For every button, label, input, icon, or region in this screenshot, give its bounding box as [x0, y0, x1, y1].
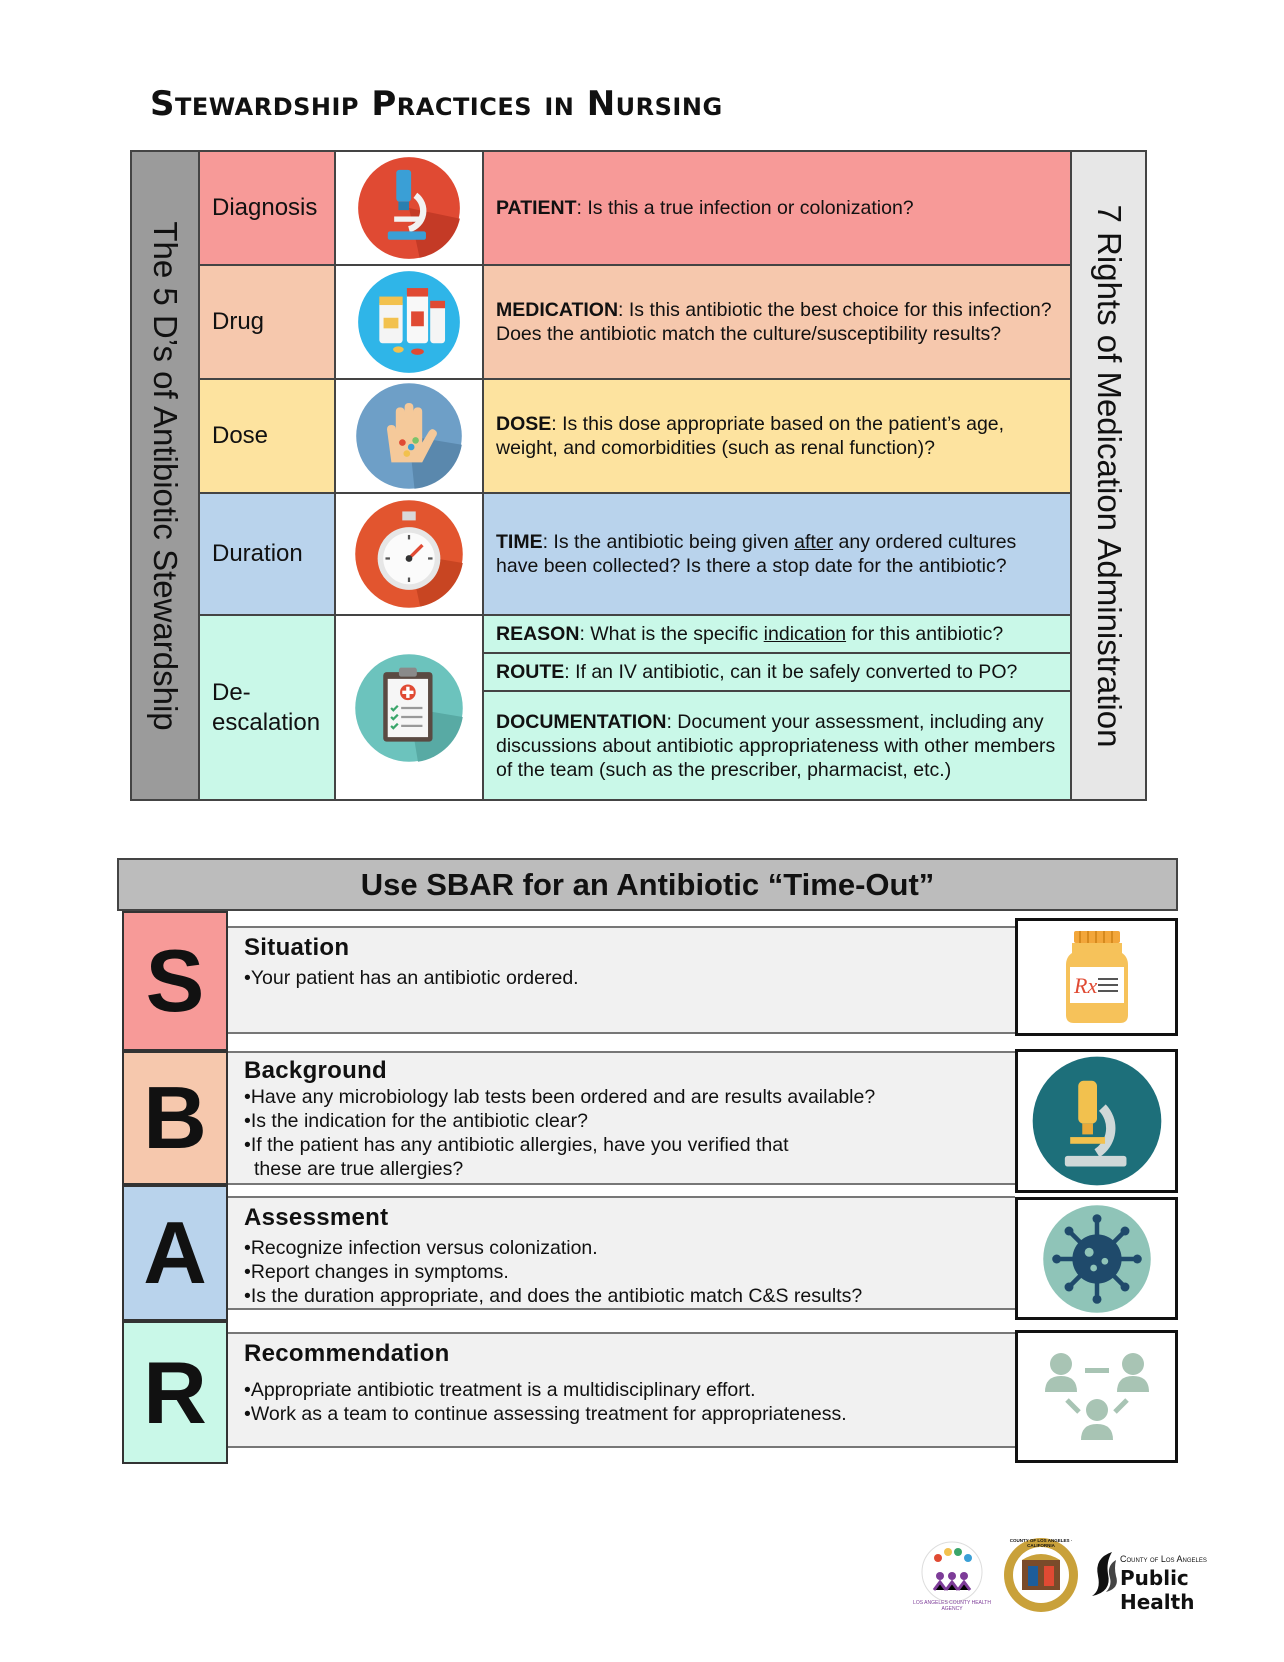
- background-section: [228, 1051, 1015, 1185]
- route-question: ROUTE: If an IV antibiotic, can it be safely converted to PO?: [484, 654, 1070, 692]
- section-title: Background: [244, 1057, 388, 1084]
- list-item: •Is the indication for the antibiotic clear?: [244, 1110, 588, 1132]
- row-name: Drug: [200, 266, 336, 378]
- stopwatch-icon: [336, 494, 484, 614]
- medication-bottles-icon: [336, 266, 484, 378]
- list-item: •If the patient has any antibiotic allergies, have you verified that these are true allergies?: [244, 1134, 789, 1180]
- svg-text:Rx: Rx: [1073, 973, 1097, 998]
- five-ds-table: [130, 150, 1147, 801]
- sbar-letter-r: R: [122, 1321, 228, 1464]
- section-title: Assessment: [244, 1204, 389, 1231]
- row-de-escalation: [200, 616, 1070, 799]
- logo-strip: [912, 1536, 1252, 1616]
- sbar-heading: Use SBAR for an Antibiotic “Time-Out”: [117, 858, 1178, 911]
- row-name: De- escalation: [200, 616, 336, 799]
- situation-section: [228, 926, 1015, 1034]
- row-drug: [200, 266, 1070, 380]
- de-escalation-questions: [484, 616, 1070, 799]
- page-title: Stewardship Practices in Nursing: [150, 84, 723, 124]
- county-seal-logo: COUNTY OF LOS ANGELES · CALIFORNIA: [1002, 1536, 1080, 1614]
- row-name: Dose: [200, 380, 336, 492]
- five-ds-label: The 5 D’s of Antibiotic Stewardship: [147, 220, 184, 731]
- row-name: Diagnosis: [200, 152, 336, 264]
- public-health-logo: County of Los Angeles Public Health: [1090, 1544, 1250, 1610]
- list-item: •Work as a team to continue assessing treatment for appropriateness.: [244, 1403, 847, 1425]
- section-title: Recommendation: [244, 1340, 450, 1367]
- microscope-icon: [1015, 1049, 1178, 1193]
- sbar-letter-s: S: [122, 911, 228, 1051]
- list-item: •Have any microbiology lab tests been ordered and are results available?: [244, 1086, 876, 1108]
- seven-rights-label-column: [1070, 152, 1145, 799]
- list-item: •Recognize infection versus colonization.: [244, 1237, 598, 1259]
- clipboard-icon: [336, 616, 484, 799]
- row-name: Duration: [200, 494, 336, 614]
- public-health-mark-icon: [1090, 1548, 1118, 1598]
- list-item: •Report changes in symptoms.: [244, 1261, 509, 1283]
- health-agency-logo: LOS ANGELES COUNTY HEALTH AGENCY: [912, 1536, 992, 1616]
- time-question: TIME: Is the antibiotic being given after any ordered cultures have been collected? Is there a stop date for the antibiotic?: [484, 494, 1070, 614]
- section-title: Situation: [244, 934, 350, 961]
- five-ds-label-column: [132, 152, 200, 799]
- microscope-icon: [336, 152, 484, 264]
- dose-question: DOSE: Is this dose appropriate based on the patient’s age, weight, and comorbidities (such as renal function)?: [484, 380, 1070, 492]
- sbar-letter-a: A: [122, 1185, 228, 1321]
- list-item: •Appropriate antibiotic treatment is a multidisciplinary effort.: [244, 1379, 756, 1401]
- recommendation-section: [228, 1332, 1015, 1448]
- row-dose: [200, 380, 1070, 494]
- virus-icon: [1015, 1197, 1178, 1320]
- list-item: •Is the duration appropriate, and does the antibiotic match C&S results?: [244, 1285, 863, 1307]
- patient-question: PATIENT: Is this a true infection or colonization?: [484, 152, 1070, 264]
- documentation-question: DOCUMENTATION: Document your assessment, including any discussions about antibiotic appropriateness with other members of the team (such as the prescriber, pharmacist, etc.): [496, 710, 1056, 781]
- team-icon: [1015, 1330, 1178, 1463]
- row-duration: [200, 494, 1070, 616]
- reason-question: REASON: What is the specific indication for this antibiotic?: [484, 616, 1070, 654]
- row-diagnosis: [200, 152, 1070, 266]
- pills-in-hand-icon: [336, 380, 484, 492]
- prescription-bottle-icon: [1015, 918, 1178, 1036]
- sbar-letter-b: B: [122, 1051, 228, 1185]
- seven-rights-label: 7 Rights of Medication Administration: [1090, 204, 1128, 747]
- medication-question: MEDICATION: Is this antibiotic the best choice for this infection? Does the antibiotic match the culture/susceptibility results?: [484, 266, 1070, 378]
- list-item: •Your patient has an antibiotic ordered.: [244, 967, 579, 989]
- assessment-section: [228, 1196, 1015, 1310]
